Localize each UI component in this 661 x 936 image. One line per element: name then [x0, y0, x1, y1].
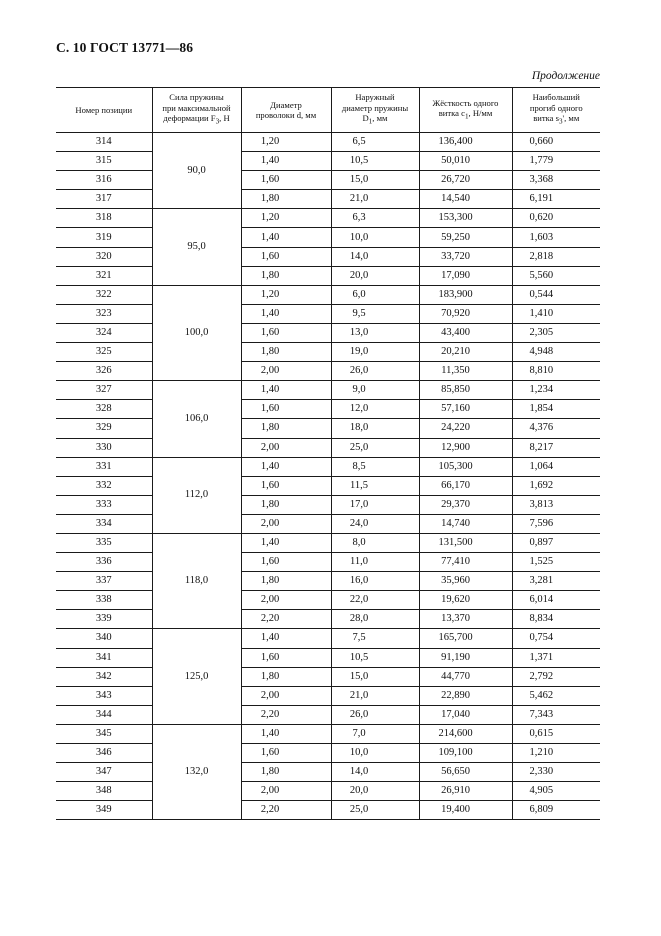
- table-row: [56, 228, 600, 247]
- table-row: [56, 705, 600, 724]
- col-header-wire-diameter: Диаметр проволоки d, мм: [241, 88, 331, 133]
- force-cell: 90,0: [152, 133, 241, 209]
- deflection-cell: 3,813: [512, 495, 600, 514]
- position-cell: 318: [56, 209, 152, 228]
- position-cell: 340: [56, 629, 152, 648]
- wire-diameter-cell: 2,00: [241, 782, 331, 801]
- outer-diameter-cell: 9,0: [331, 381, 419, 400]
- position-cell: 322: [56, 285, 152, 304]
- stiffness-cell: 26,720: [419, 171, 512, 190]
- stiffness-cell: 14,740: [419, 514, 512, 533]
- wire-diameter-cell: 1,80: [241, 495, 331, 514]
- table-row: [56, 323, 600, 342]
- position-cell: 348: [56, 782, 152, 801]
- page-header: С. 10 ГОСТ 13771—86: [56, 40, 194, 55]
- table-row: [56, 648, 600, 667]
- stiffness-cell: 70,920: [419, 304, 512, 323]
- stiffness-cell: 66,170: [419, 476, 512, 495]
- position-cell: 344: [56, 705, 152, 724]
- table-row: [56, 285, 600, 304]
- table-body: [56, 133, 600, 820]
- deflection-cell: 1,525: [512, 553, 600, 572]
- wire-diameter-cell: 1,80: [241, 190, 331, 209]
- outer-diameter-cell: 15,0: [331, 667, 419, 686]
- force-cell: 132,0: [152, 724, 241, 819]
- table-row: [56, 190, 600, 209]
- outer-diameter-cell: 10,0: [331, 228, 419, 247]
- deflection-cell: 7,596: [512, 514, 600, 533]
- outer-diameter-cell: 28,0: [331, 610, 419, 629]
- outer-diameter-cell: 21,0: [331, 686, 419, 705]
- deflection-cell: 2,330: [512, 763, 600, 782]
- outer-diameter-cell: 10,5: [331, 648, 419, 667]
- outer-diameter-cell: 10,0: [331, 744, 419, 763]
- outer-diameter-cell: 20,0: [331, 782, 419, 801]
- deflection-cell: 4,376: [512, 419, 600, 438]
- position-cell: 335: [56, 533, 152, 552]
- wire-diameter-cell: 1,60: [241, 247, 331, 266]
- force-cell: 118,0: [152, 533, 241, 628]
- outer-diameter-cell: 16,0: [331, 572, 419, 591]
- wire-diameter-cell: 1,60: [241, 648, 331, 667]
- table-row: [56, 152, 600, 171]
- position-cell: 327: [56, 381, 152, 400]
- outer-diameter-cell: 14,0: [331, 763, 419, 782]
- col-header-position: Номер позиции: [56, 88, 152, 133]
- stiffness-cell: 214,600: [419, 724, 512, 743]
- outer-diameter-cell: 26,0: [331, 705, 419, 724]
- outer-diameter-cell: 12,0: [331, 400, 419, 419]
- wire-diameter-cell: 2,20: [241, 610, 331, 629]
- outer-diameter-cell: 7,5: [331, 629, 419, 648]
- deflection-cell: 0,615: [512, 724, 600, 743]
- position-cell: 320: [56, 247, 152, 266]
- outer-diameter-cell: 18,0: [331, 419, 419, 438]
- position-cell: 343: [56, 686, 152, 705]
- position-cell: 325: [56, 343, 152, 362]
- deflection-cell: 0,544: [512, 285, 600, 304]
- stiffness-cell: 85,850: [419, 381, 512, 400]
- outer-diameter-cell: 11,0: [331, 553, 419, 572]
- stiffness-cell: 12,900: [419, 438, 512, 457]
- outer-diameter-cell: 13,0: [331, 323, 419, 342]
- deflection-cell: 1,371: [512, 648, 600, 667]
- stiffness-cell: 43,400: [419, 323, 512, 342]
- outer-diameter-cell: 6,3: [331, 209, 419, 228]
- outer-diameter-cell: 7,0: [331, 724, 419, 743]
- outer-diameter-cell: 20,0: [331, 266, 419, 285]
- position-cell: 331: [56, 457, 152, 476]
- outer-diameter-cell: 25,0: [331, 438, 419, 457]
- outer-diameter-cell: 9,5: [331, 304, 419, 323]
- wire-diameter-cell: 1,40: [241, 304, 331, 323]
- deflection-cell: 8,810: [512, 362, 600, 381]
- table-header: [56, 88, 600, 133]
- wire-diameter-cell: 1,40: [241, 724, 331, 743]
- table-row: [56, 610, 600, 629]
- wire-diameter-cell: 1,60: [241, 476, 331, 495]
- spring-spec-table: [56, 87, 600, 820]
- wire-diameter-cell: 1,20: [241, 209, 331, 228]
- stiffness-cell: 136,400: [419, 133, 512, 152]
- deflection-cell: 1,603: [512, 228, 600, 247]
- deflection-cell: 6,014: [512, 591, 600, 610]
- table-row: [56, 533, 600, 552]
- outer-diameter-cell: 8,0: [331, 533, 419, 552]
- stiffness-cell: 44,770: [419, 667, 512, 686]
- table-row: [56, 629, 600, 648]
- position-cell: 333: [56, 495, 152, 514]
- continuation-label: Продолжение: [531, 70, 600, 82]
- position-cell: 349: [56, 801, 152, 820]
- deflection-cell: 1,692: [512, 476, 600, 495]
- wire-diameter-cell: 2,00: [241, 362, 331, 381]
- stiffness-cell: 35,960: [419, 572, 512, 591]
- table-row: [56, 266, 600, 285]
- deflection-cell: 2,818: [512, 247, 600, 266]
- stiffness-cell: 26,910: [419, 782, 512, 801]
- deflection-cell: 8,834: [512, 610, 600, 629]
- wire-diameter-cell: 1,60: [241, 323, 331, 342]
- table-row: [56, 763, 600, 782]
- col-header-force: Сила пружины при максимальной деформации $F_3$, Н: [152, 88, 241, 133]
- table-row: [56, 801, 600, 820]
- deflection-cell: 3,281: [512, 572, 600, 591]
- table-row: [56, 572, 600, 591]
- position-cell: 345: [56, 724, 152, 743]
- position-cell: 314: [56, 133, 152, 152]
- wire-diameter-cell: 2,20: [241, 705, 331, 724]
- table-row: [56, 782, 600, 801]
- table-row: [56, 495, 600, 514]
- stiffness-cell: 11,350: [419, 362, 512, 381]
- deflection-cell: 2,305: [512, 323, 600, 342]
- wire-diameter-cell: 2,00: [241, 591, 331, 610]
- position-cell: 319: [56, 228, 152, 247]
- stiffness-cell: 105,300: [419, 457, 512, 476]
- col-header-deflection: Наибольший прогиб одного витка $s_3'$, мм: [512, 88, 600, 133]
- wire-diameter-cell: 1,80: [241, 667, 331, 686]
- deflection-cell: 6,191: [512, 190, 600, 209]
- outer-diameter-cell: 22,0: [331, 591, 419, 610]
- deflection-cell: 2,792: [512, 667, 600, 686]
- deflection-cell: 5,560: [512, 266, 600, 285]
- outer-diameter-cell: 25,0: [331, 801, 419, 820]
- deflection-cell: 1,854: [512, 400, 600, 419]
- deflection-cell: 0,897: [512, 533, 600, 552]
- wire-diameter-cell: 2,00: [241, 686, 331, 705]
- table-row: [56, 438, 600, 457]
- table-row: [56, 514, 600, 533]
- deflection-cell: 0,754: [512, 629, 600, 648]
- position-cell: 316: [56, 171, 152, 190]
- position-cell: 338: [56, 591, 152, 610]
- force-cell: 106,0: [152, 381, 241, 457]
- position-cell: 326: [56, 362, 152, 381]
- outer-diameter-cell: 15,0: [331, 171, 419, 190]
- deflection-cell: 7,343: [512, 705, 600, 724]
- outer-diameter-cell: 14,0: [331, 247, 419, 266]
- deflection-cell: 1,779: [512, 152, 600, 171]
- table-row: [56, 209, 600, 228]
- table-row: [56, 400, 600, 419]
- outer-diameter-cell: 8,5: [331, 457, 419, 476]
- wire-diameter-cell: 1,60: [241, 171, 331, 190]
- col-header-stiffness: Жёсткость одного витка $c_1$, Н/мм: [419, 88, 512, 133]
- table-row: [56, 667, 600, 686]
- table-row: [56, 591, 600, 610]
- wire-diameter-cell: 1,80: [241, 266, 331, 285]
- deflection-cell: 8,217: [512, 438, 600, 457]
- position-cell: 321: [56, 266, 152, 285]
- force-cell: 95,0: [152, 209, 241, 285]
- stiffness-cell: 24,220: [419, 419, 512, 438]
- force-cell: 100,0: [152, 285, 241, 380]
- outer-diameter-cell: 24,0: [331, 514, 419, 533]
- outer-diameter-cell: 19,0: [331, 343, 419, 362]
- outer-diameter-cell: 21,0: [331, 190, 419, 209]
- wire-diameter-cell: 1,20: [241, 133, 331, 152]
- deflection-cell: 1,210: [512, 744, 600, 763]
- wire-diameter-cell: 1,80: [241, 419, 331, 438]
- position-cell: 324: [56, 323, 152, 342]
- wire-diameter-cell: 1,20: [241, 285, 331, 304]
- table-row: [56, 133, 600, 152]
- deflection-cell: 3,368: [512, 171, 600, 190]
- force-cell: 125,0: [152, 629, 241, 724]
- wire-diameter-cell: 1,40: [241, 152, 331, 171]
- stiffness-cell: 19,620: [419, 591, 512, 610]
- force-cell: 112,0: [152, 457, 241, 533]
- deflection-cell: 5,462: [512, 686, 600, 705]
- stiffness-cell: 22,890: [419, 686, 512, 705]
- stiffness-cell: 14,540: [419, 190, 512, 209]
- stiffness-cell: 33,720: [419, 247, 512, 266]
- wire-diameter-cell: 1,40: [241, 457, 331, 476]
- wire-diameter-cell: 2,00: [241, 514, 331, 533]
- wire-diameter-cell: 2,20: [241, 801, 331, 820]
- position-cell: 346: [56, 744, 152, 763]
- stiffness-cell: 19,400: [419, 801, 512, 820]
- stiffness-cell: 91,190: [419, 648, 512, 667]
- table-row: [56, 304, 600, 323]
- table-row: [56, 381, 600, 400]
- outer-diameter-cell: 6,5: [331, 133, 419, 152]
- position-cell: 329: [56, 419, 152, 438]
- wire-diameter-cell: 1,40: [241, 228, 331, 247]
- deflection-cell: 1,064: [512, 457, 600, 476]
- table-row: [56, 171, 600, 190]
- position-cell: 337: [56, 572, 152, 591]
- deflection-cell: 4,948: [512, 343, 600, 362]
- table-row: [56, 247, 600, 266]
- col-header-outer-diameter: Наружный диаметр пружины $D_1$, мм: [331, 88, 419, 133]
- position-cell: 342: [56, 667, 152, 686]
- position-cell: 330: [56, 438, 152, 457]
- outer-diameter-cell: 11,5: [331, 476, 419, 495]
- wire-diameter-cell: 1,60: [241, 553, 331, 572]
- table-row: [56, 686, 600, 705]
- stiffness-cell: 59,250: [419, 228, 512, 247]
- position-cell: 347: [56, 763, 152, 782]
- position-cell: 317: [56, 190, 152, 209]
- table-row: [56, 744, 600, 763]
- deflection-cell: 4,905: [512, 782, 600, 801]
- position-cell: 339: [56, 610, 152, 629]
- position-cell: 328: [56, 400, 152, 419]
- stiffness-cell: 165,700: [419, 629, 512, 648]
- stiffness-cell: 13,370: [419, 610, 512, 629]
- table-row: [56, 457, 600, 476]
- table-row: [56, 553, 600, 572]
- wire-diameter-cell: 2,00: [241, 438, 331, 457]
- outer-diameter-cell: 6,0: [331, 285, 419, 304]
- table-row: [56, 476, 600, 495]
- wire-diameter-cell: 1,80: [241, 343, 331, 362]
- wire-diameter-cell: 1,40: [241, 381, 331, 400]
- deflection-cell: 6,809: [512, 801, 600, 820]
- wire-diameter-cell: 1,40: [241, 629, 331, 648]
- position-cell: 336: [56, 553, 152, 572]
- wire-diameter-cell: 1,60: [241, 744, 331, 763]
- outer-diameter-cell: 10,5: [331, 152, 419, 171]
- stiffness-cell: 29,370: [419, 495, 512, 514]
- deflection-cell: 1,410: [512, 304, 600, 323]
- stiffness-cell: 17,090: [419, 266, 512, 285]
- outer-diameter-cell: 17,0: [331, 495, 419, 514]
- table-row: [56, 724, 600, 743]
- stiffness-cell: 57,160: [419, 400, 512, 419]
- position-cell: 334: [56, 514, 152, 533]
- position-cell: 315: [56, 152, 152, 171]
- deflection-cell: 0,620: [512, 209, 600, 228]
- stiffness-cell: 153,300: [419, 209, 512, 228]
- stiffness-cell: 109,100: [419, 744, 512, 763]
- table-row: [56, 419, 600, 438]
- deflection-cell: 0,660: [512, 133, 600, 152]
- wire-diameter-cell: 1,80: [241, 763, 331, 782]
- stiffness-cell: 50,010: [419, 152, 512, 171]
- wire-diameter-cell: 1,60: [241, 400, 331, 419]
- table-row: [56, 362, 600, 381]
- stiffness-cell: 17,040: [419, 705, 512, 724]
- outer-diameter-cell: 26,0: [331, 362, 419, 381]
- wire-diameter-cell: 1,80: [241, 572, 331, 591]
- stiffness-cell: 20,210: [419, 343, 512, 362]
- deflection-cell: 1,234: [512, 381, 600, 400]
- stiffness-cell: 56,650: [419, 763, 512, 782]
- table-row: [56, 343, 600, 362]
- stiffness-cell: 131,500: [419, 533, 512, 552]
- stiffness-cell: 77,410: [419, 553, 512, 572]
- position-cell: 332: [56, 476, 152, 495]
- position-cell: 323: [56, 304, 152, 323]
- stiffness-cell: 183,900: [419, 285, 512, 304]
- wire-diameter-cell: 1,40: [241, 533, 331, 552]
- position-cell: 341: [56, 648, 152, 667]
